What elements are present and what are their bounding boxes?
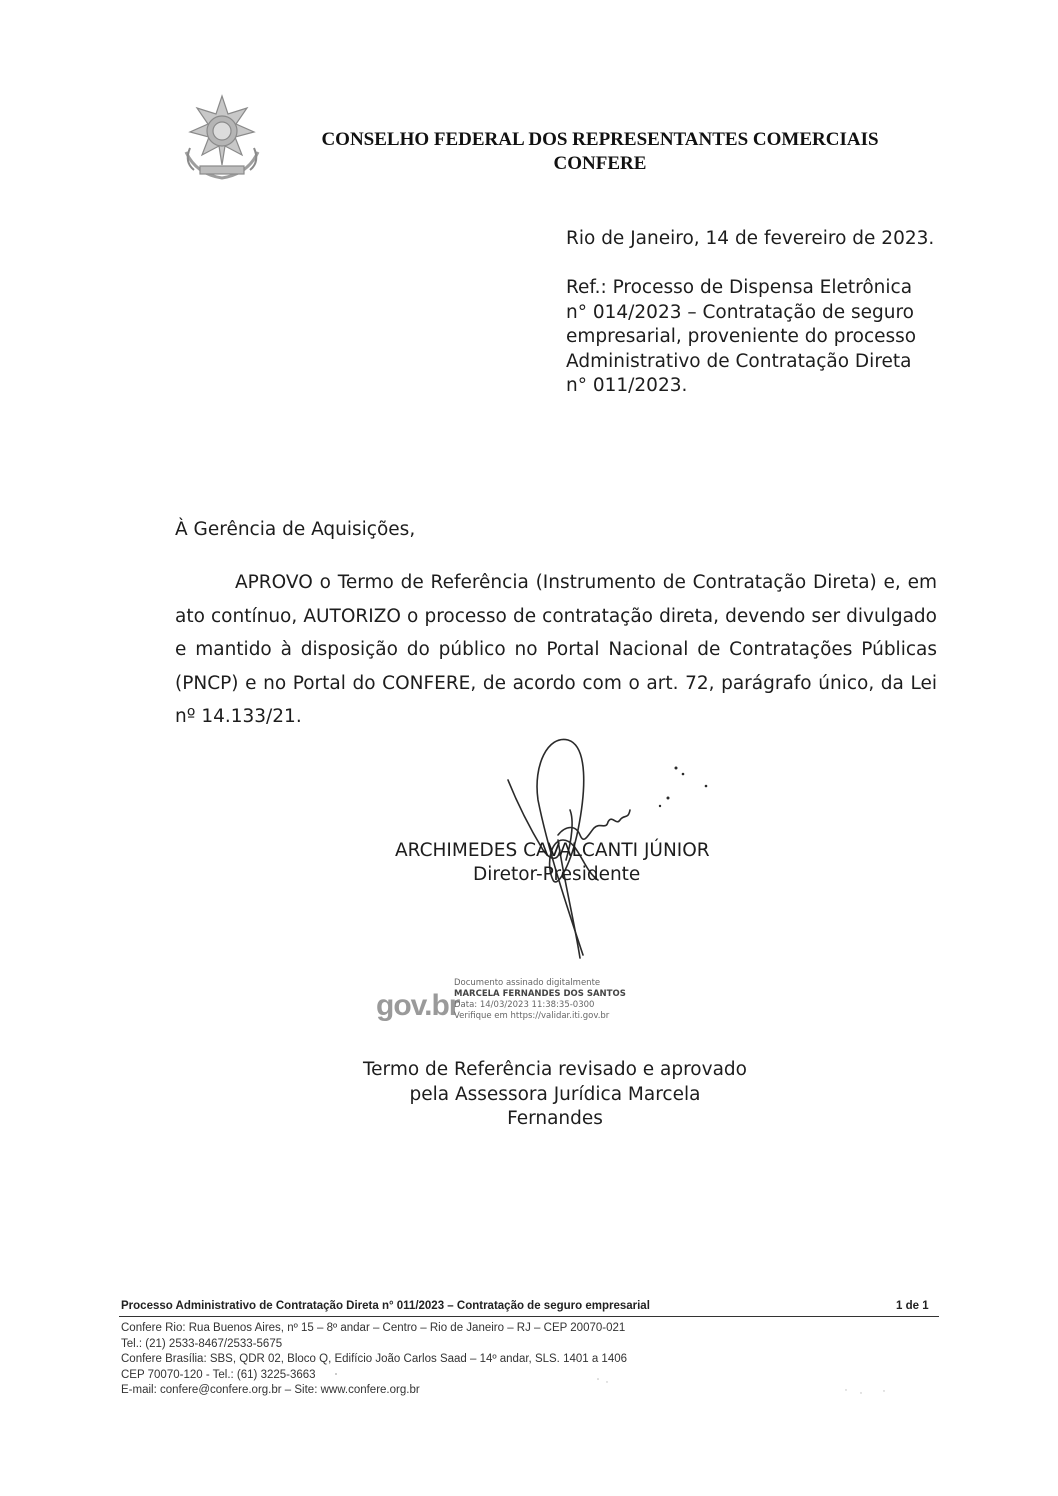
reference-block [566,276,926,399]
letter-body-text: APROVO o Termo de Referência (Instrumento de Contratação Direta) e, em ato contínuo, AUTORIZO o processo de contratação direta, devendo ser divulgado e mantido à disposição do público no Portal Nacional de Contratações Públicas (PNCP) e no Portal do CONFERE, de acordo com o art. 72, parágrafo único, da Lei nº 14.133/21. [175,572,937,727]
reference-line: n° 011/2023. [566,375,688,396]
signer-role: Diretor-Presidente [473,864,641,885]
reference-line: empresarial, proveniente do processo [566,326,917,347]
signer-name: ARCHIMEDES CAVALCANTI JÚNIOR [395,840,710,861]
footer-line: Confere Brasília: SBS, QDR 02, Bloco Q, Edifício João Carlos Saad – 14º andar, SLS. 1401 a 1406 [121,1353,628,1365]
govbr-logo: gov.br [376,989,460,1022]
footer-title: Processo Administrativo de Contratação Direta n° 011/2023 – Contratação de seguro empresarial [121,1300,650,1312]
approval-note [360,1058,750,1132]
letterhead [280,128,920,176]
digital-signature-verify: Verifique em https://validar.iti.gov.br [454,1011,610,1021]
brazil-coat-of-arms-icon [176,92,268,186]
date-line: Rio de Janeiro, 14 de fevereiro de 2023. [566,228,935,249]
reference-line: Ref.: Processo de Dispensa Eletrônica [566,277,913,298]
digital-signature-block [454,978,626,1022]
footer-line: CEP 70070-120 - Tel.: (61) 3225-3663 [121,1368,316,1381]
page-number: 1 de 1 [896,1300,929,1312]
org-acronym: CONFERE [553,153,647,174]
reference-line: n° 014/2023 – Contratação de seguro [566,301,914,323]
footer-contact [121,1321,627,1399]
footer-line: Confere Rio: Rua Buenos Aires, nº 15 – 8º andar – Centro – Rio de Janeiro – RJ – CEP 20070-021 [121,1322,626,1334]
digital-signature-date: Data: 14/03/2023 11:38:35-0300 [454,1000,595,1010]
org-name: CONSELHO FEDERAL DOS REPRESENTANTES COMERCIAIS [321,129,879,150]
footer-line: E-mail: confere@confere.org.br – Site: www.confere.org.br [121,1384,420,1396]
reference-line: Administrativo de Contratação Direta [566,350,912,372]
digital-signer-name: MARCELA FERNANDES DOS SANTOS [454,989,626,999]
salutation: À Gerência de Aquisições, [175,519,416,540]
letter-body [175,566,937,734]
footer-line: Tel.: (21) 2533-8467/2533-5675 [121,1337,283,1350]
digital-signature-caption: Documento assinado digitalmente [454,978,601,988]
approval-line: Termo de Referência revisado e aprovado [363,1059,747,1080]
approval-line: pela Assessora Jurídica Marcela Fernandes [409,1083,701,1129]
footer-divider [119,1316,939,1317]
